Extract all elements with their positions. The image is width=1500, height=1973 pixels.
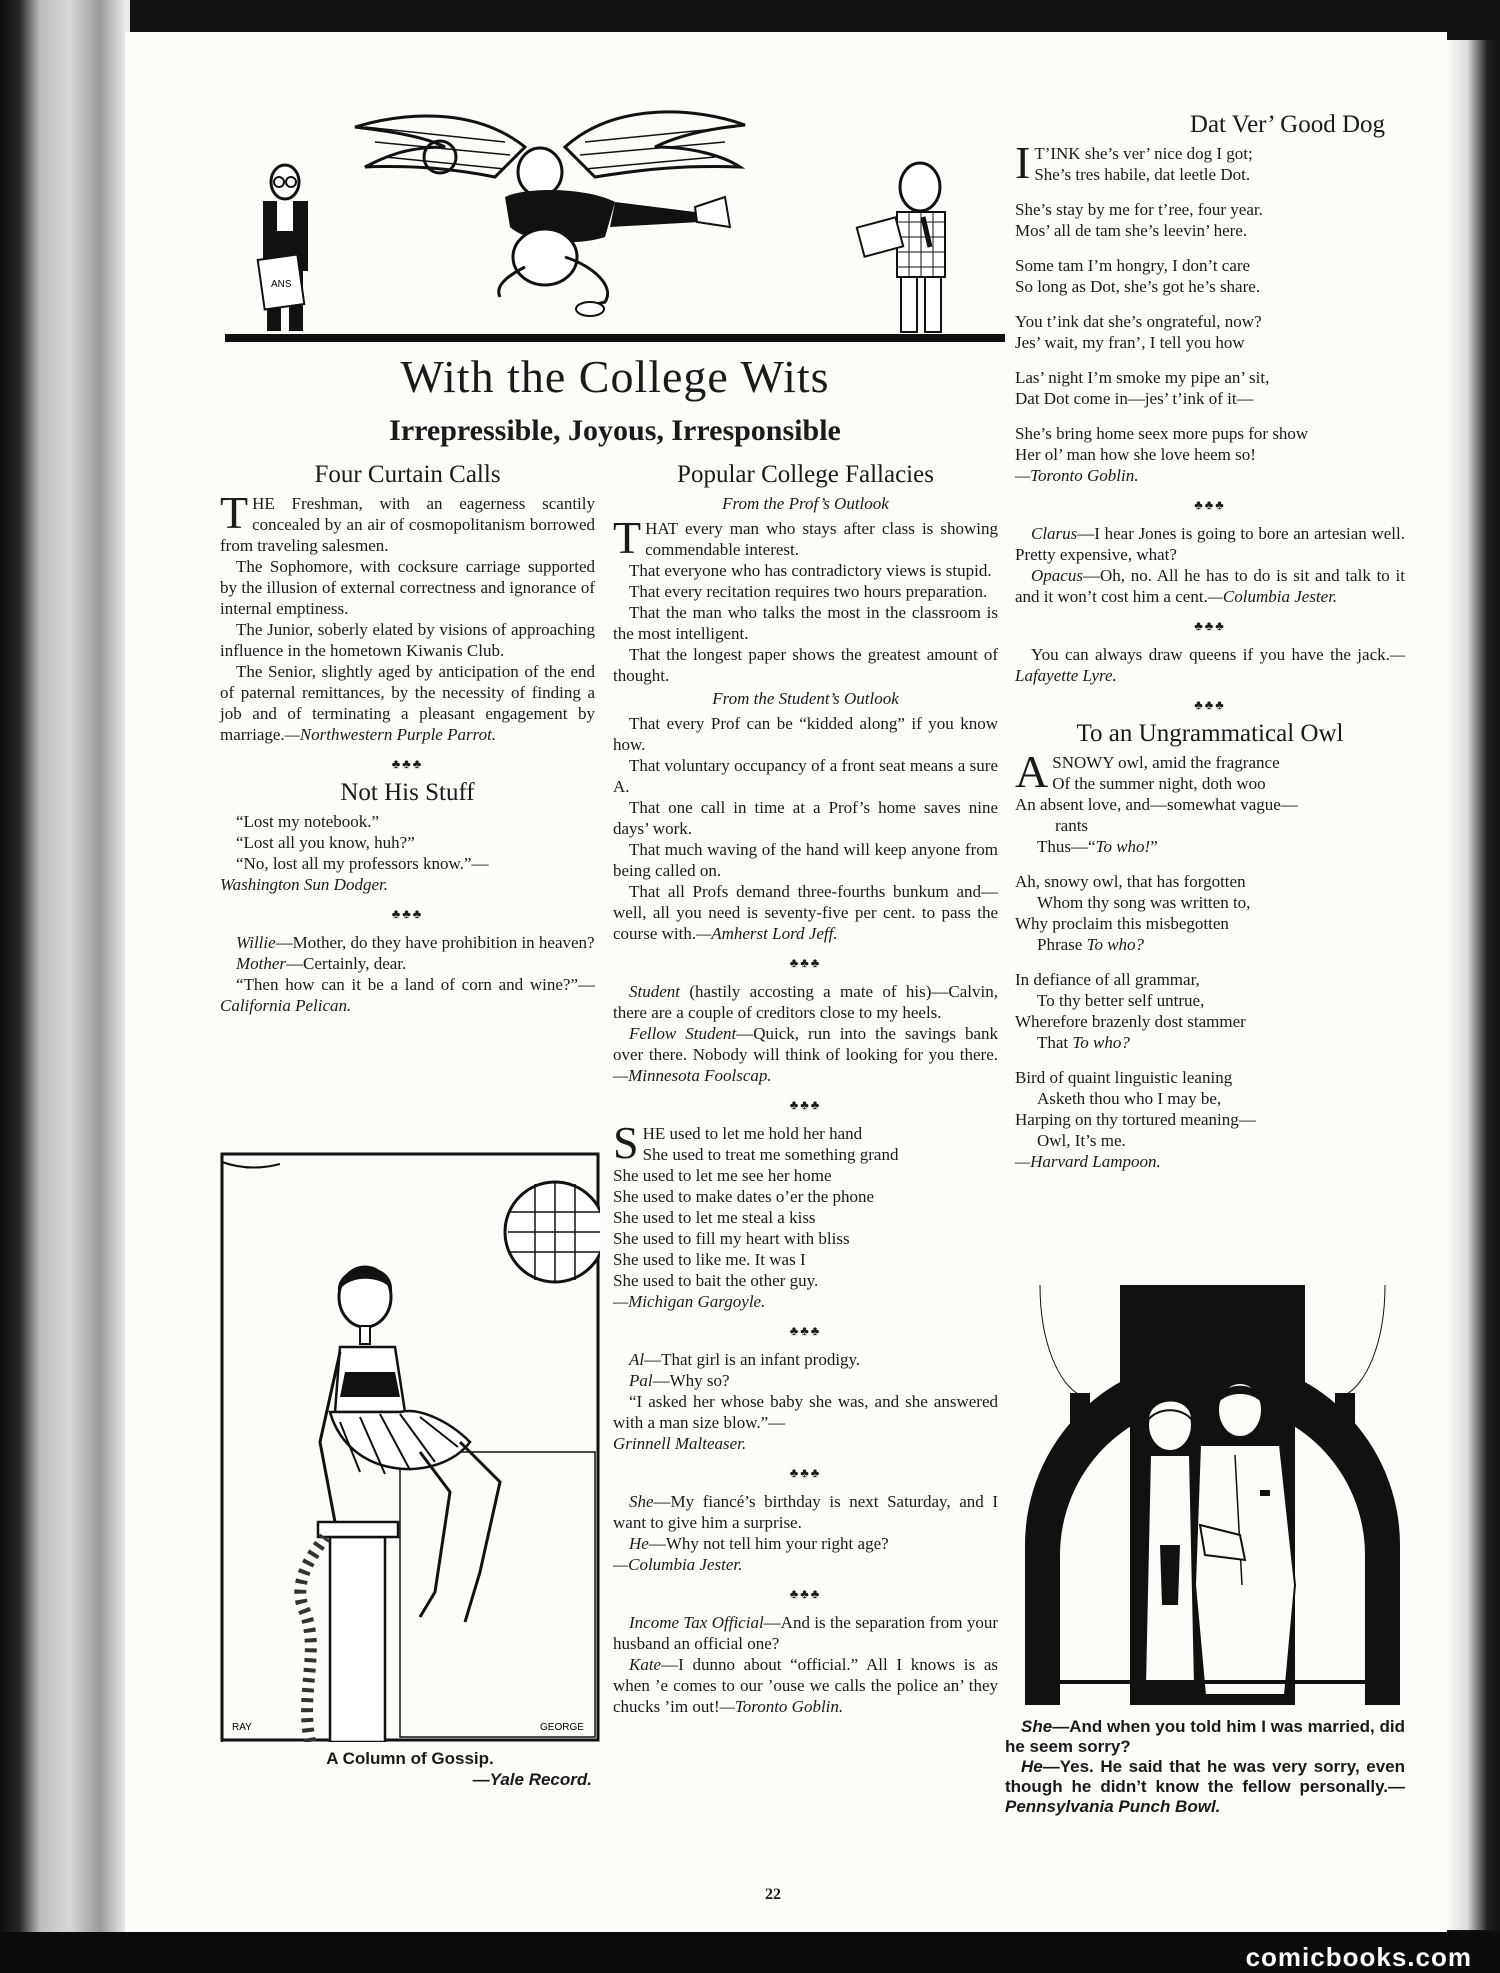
owl-poem bbox=[1015, 746, 1405, 1172]
sign-text: ANS bbox=[271, 279, 292, 290]
text-line: “Lost my notebook.” bbox=[236, 812, 380, 831]
verse-line: She’s bring home seex more pups for show bbox=[1015, 424, 1309, 443]
credit: —Northwestern Purple Parrot. bbox=[284, 725, 497, 744]
fallacy-item: That the longest paper shows the greatest amount of thought. bbox=[613, 645, 998, 685]
column-middle bbox=[613, 461, 999, 1717]
verse-line: In defiance of all grammar, bbox=[1015, 970, 1200, 989]
column-left bbox=[220, 461, 595, 1016]
text-line: “No, lost all my professors know.”— bbox=[236, 854, 489, 873]
verse-line: She used to fill my heart with bliss bbox=[613, 1229, 850, 1248]
al-pal-joke: “I asked her whose baby she was, and she answered with a man size blow.”— bbox=[613, 1392, 998, 1432]
clarus-joke: Clarus—I hear Jones is going to bore an artesian well. Pretty expensive, what? bbox=[1015, 524, 1405, 564]
verse-line: Ah, snowy owl, that has forgotten bbox=[1015, 872, 1246, 891]
fallacy-item: That much waving of the hand will keep anyone from being called on. bbox=[613, 840, 998, 880]
verse-line: Bird of quaint linguistic leaning bbox=[1015, 1068, 1233, 1087]
curtain-p2: The Sophomore, with cocksure carriage supported by the illusion of external correctness and ignorance of internal emptiness. bbox=[220, 557, 595, 618]
verse-line: Whom thy song was written to, bbox=[1037, 893, 1251, 912]
dat-dog-poem bbox=[1015, 137, 1405, 486]
not-his-stuff-title: Not His Stuff bbox=[340, 779, 475, 806]
credit: —Michigan Gargoyle. bbox=[613, 1292, 766, 1311]
income-tax-joke: Income Tax Official—And is the separation from your husband an official one? bbox=[613, 1613, 999, 1653]
caption-line: She—And when you told him I was married, did he seem sorry? bbox=[1005, 1717, 1405, 1756]
separator-ornament: ♣♣♣ bbox=[789, 955, 822, 970]
willie-joke: Willie—Mother, do they have prohibition in heaven? bbox=[236, 933, 595, 952]
verse-line: She used to treat me something grand bbox=[642, 1145, 899, 1164]
fallacy-item: That everyone who has contradictory views is stupid. bbox=[629, 561, 992, 580]
fallacy-item: That voluntary occupancy of a front seat means a sure A. bbox=[613, 756, 998, 796]
verse-line: Why proclaim this misbegotten bbox=[1015, 914, 1229, 933]
verse-line: She used to like me. It was I bbox=[613, 1250, 806, 1269]
verse-line: She’s tres habile, dat leetle Dot. bbox=[1034, 165, 1251, 184]
couple-illustration bbox=[1020, 1285, 1405, 1705]
verse-line: A SNOWY owl, amid the fragrance bbox=[1015, 746, 1280, 797]
text-line: “Lost all you know, huh?” bbox=[236, 833, 415, 852]
verse-line: Dat Dot come in—jes’ t’ink of it— bbox=[1015, 389, 1254, 408]
income-tax-joke: Kate—I dunno about “official.” All I knows is as when ’e comes to our ’ouse we calls the police an’ they chucks ’im out!—Toronto Goblin. bbox=[613, 1655, 998, 1716]
separator-ornament: ♣♣♣ bbox=[789, 1586, 822, 1601]
fallacy-item: That every Prof can be “kidded along” if you know how. bbox=[613, 714, 998, 754]
verse-line: Mos’ all de tam she’s leevin’ here. bbox=[1015, 221, 1248, 240]
fallacy-item: THAT every man who stays after class is showing commendable interest. bbox=[613, 512, 998, 563]
separator-ornament: ♣♣♣ bbox=[1194, 697, 1226, 712]
verse-line: Her ol’ man how she love heem so! bbox=[1015, 445, 1256, 464]
verse-line: Owl, It’s me. bbox=[1037, 1131, 1126, 1150]
verse-line: That To who? bbox=[1037, 1033, 1130, 1052]
she-used-poem bbox=[613, 1117, 998, 1312]
artist-signature: GEORGE bbox=[540, 1722, 584, 1733]
verse-line: SHE used to let me hold her hand bbox=[613, 1117, 863, 1168]
watermark: comicbooks.com bbox=[1245, 1942, 1472, 1972]
verse-line: She’s stay by me for t’ree, four year. bbox=[1015, 200, 1263, 219]
gossip-illustration bbox=[220, 1152, 600, 1742]
verse-line: Wherefore brazenly dost stammer bbox=[1015, 1012, 1246, 1031]
credit: Grinnell Malteaser. bbox=[613, 1434, 747, 1453]
caption-line: A Column of Gossip. bbox=[326, 1749, 494, 1768]
owl-title: To an Ungrammatical Owl bbox=[1076, 720, 1344, 747]
fallacy-item: That every recitation requires two hours preparation. bbox=[629, 582, 988, 601]
verse-line: An absent love, and—somewhat vague— bbox=[1015, 795, 1298, 814]
page-title: With the College Wits bbox=[400, 351, 830, 402]
separator-ornament: ♣♣♣ bbox=[789, 1465, 822, 1480]
fallacies-title: Popular College Fallacies bbox=[677, 461, 934, 488]
fallacies-subhead: From the Student’s Outlook bbox=[712, 689, 899, 708]
fiance-joke: He—Why not tell him your right age? bbox=[629, 1534, 889, 1553]
fiance-joke: She—My fiancé’s birthday is next Saturday, and I want to give him a surprise. bbox=[613, 1492, 998, 1532]
student-joke: Fellow Student—Quick, run into the savings bank over there. Nobody will think of looking for you there.—Minnesota Foolscap. bbox=[613, 1024, 998, 1085]
credit: Washington Sun Dodger. bbox=[220, 875, 388, 894]
willie-joke: “Then how can it be a land of corn and wine?”—California Pelican. bbox=[220, 975, 595, 1015]
verse-line: Las’ night I’m smoke my pipe an’ sit, bbox=[1015, 368, 1270, 387]
credit: —Harvard Lampoon. bbox=[1015, 1152, 1161, 1171]
gossip-caption bbox=[220, 1748, 600, 1790]
verse-line: So long as Dot, she’s got he’s share. bbox=[1015, 277, 1261, 296]
curtain-p3: The Junior, soberly elated by visions of approaching influence in the hometown Kiwanis Club. bbox=[220, 620, 595, 660]
verse-line: Thus—“To who!” bbox=[1037, 837, 1158, 856]
verse-line: Some tam I’m hongry, I don’t care bbox=[1015, 256, 1251, 275]
caption-line: He—Yes. He said that he was very sorry, even though he didn’t know the fellow personally.—Pennsylvania Punch Bowl. bbox=[1005, 1757, 1405, 1816]
separator-ornament: ♣♣♣ bbox=[789, 1097, 822, 1112]
clarus-joke: Opacus—Oh, no. All he has to do is sit and talk to it and it won’t cost him a cent.—Columbia Jester. bbox=[1015, 566, 1405, 606]
four-curtain-calls-title: Four Curtain Calls bbox=[314, 461, 501, 488]
caption-credit: —Yale Record. bbox=[472, 1770, 592, 1789]
separator-ornament: ♣♣♣ bbox=[391, 756, 424, 771]
verse-line: She used to let me see her home bbox=[613, 1166, 832, 1185]
verse-line: To thy better self untrue, bbox=[1037, 991, 1205, 1010]
verse-line: rants bbox=[1055, 816, 1089, 835]
fallacies-subhead: From the Prof’s Outlook bbox=[722, 494, 889, 513]
verse-line: Of the summer night, doth woo bbox=[1052, 774, 1266, 793]
separator-ornament: ♣♣♣ bbox=[1194, 497, 1226, 512]
al-pal-joke: Pal—Why so? bbox=[629, 1371, 730, 1390]
magazine-page bbox=[125, 32, 1447, 1932]
verse-line: I T’INK she’s ver’ nice dog I got; bbox=[1015, 137, 1253, 188]
student-joke: Student (hastily accosting a mate of his)—Calvin, there are a couple of creditors close to my heels. bbox=[613, 982, 998, 1022]
queens-joke: You can always draw queens if you have the jack.—Lafayette Lyre. bbox=[1015, 645, 1405, 685]
curtain-p4: The Senior, slightly aged by anticipation of the end of paternal remittances, by the necessity of finding a job and of terminating a pleasant engagement by marriage.—Northwestern Purple Parrot. bbox=[220, 662, 595, 744]
al-pal-joke: Al—That girl is an infant prodigy. bbox=[629, 1350, 861, 1369]
facing-page-edge bbox=[1447, 40, 1500, 1930]
willie-joke: Mother—Certainly, dear. bbox=[236, 954, 407, 973]
page-number: 22 bbox=[765, 1886, 781, 1903]
verse-line: Phrase To who? bbox=[1037, 935, 1145, 954]
curtain-p1: THE Freshman, with an eagerness scantily concealed by an air of cosmopolitanism borrowed from traveling salesmen. bbox=[220, 487, 595, 555]
fallacy-item: That one call in time at a Prof’s home saves nine days’ work. bbox=[613, 798, 998, 838]
credit: —Toronto Goblin. bbox=[1015, 466, 1139, 485]
header-illustration bbox=[225, 87, 1005, 347]
fallacy-item: That the man who talks the most in the classroom is the most intelligent. bbox=[613, 603, 998, 643]
book-spine bbox=[0, 0, 130, 1973]
fallacy-item: That all Profs demand three-fourths bunkum and—well, all you need is seventy-five per cent. to pass the course with.—Amherst Lord Jeff. bbox=[613, 882, 998, 943]
verse-line: She used to bait the other guy. bbox=[613, 1271, 819, 1290]
dropcap: T bbox=[220, 487, 249, 538]
verse-line: Asketh thou who I may be, bbox=[1037, 1089, 1222, 1108]
verse-line: Jes’ wait, my fran’, I tell you how bbox=[1015, 333, 1245, 352]
separator-ornament: ♣♣♣ bbox=[391, 906, 424, 921]
verse-line: You t’ink dat she’s ongrateful, now? bbox=[1015, 312, 1262, 331]
dat-dog-title: Dat Ver’ Good Dog bbox=[1189, 111, 1385, 138]
verse-line: She used to make dates o’er the phone bbox=[613, 1187, 875, 1206]
verse-line: She used to let me steal a kiss bbox=[613, 1208, 816, 1227]
separator-ornament: ♣♣♣ bbox=[789, 1323, 822, 1338]
credit: —Columbia Jester. bbox=[613, 1555, 743, 1574]
artist-signature: RAY bbox=[232, 1722, 252, 1733]
column-right bbox=[1015, 111, 1405, 1172]
page-subtitle: Irrepressible, Joyous, Irresponsible bbox=[389, 414, 841, 447]
verse-line: Harping on thy tortured meaning— bbox=[1015, 1110, 1256, 1129]
separator-ornament: ♣♣♣ bbox=[1194, 618, 1226, 633]
punch-bowl-caption bbox=[1005, 1717, 1405, 1817]
